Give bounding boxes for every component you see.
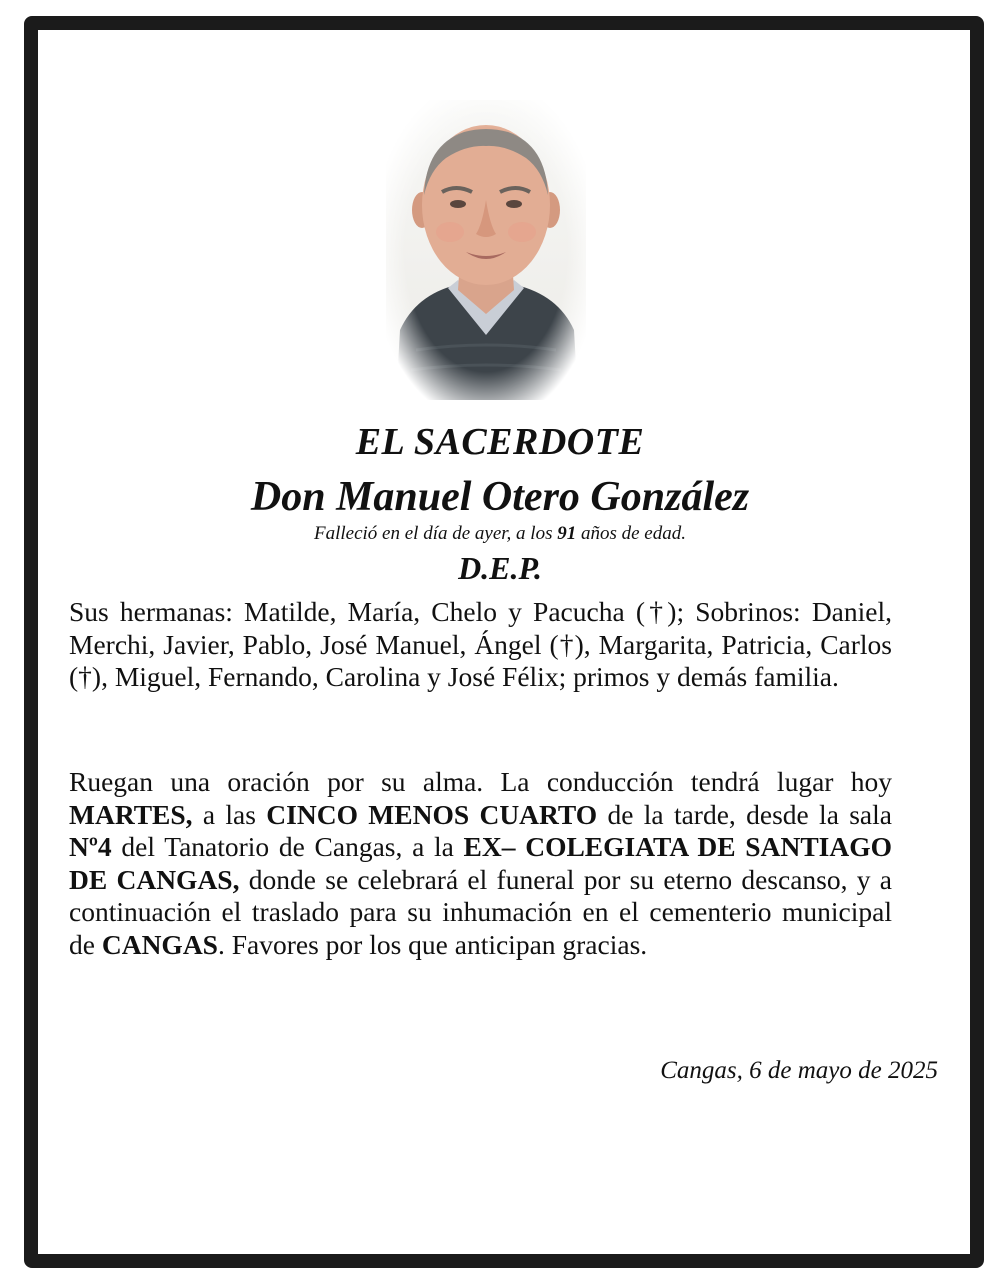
- notice-title: EL SACERDOTE: [355, 421, 645, 463]
- deceased-name: Don Manuel Otero González: [250, 474, 750, 520]
- service-time: CINCO MENOS CUARTO: [266, 798, 598, 830]
- service-town: CANGAS: [101, 928, 218, 960]
- service-text-4: del Tanatorio de Cangas, a la: [111, 831, 464, 862]
- service-text-1: Ruegan una oración por su alma. La conducción tendrá lugar hoy: [69, 766, 892, 797]
- portrait-photo: [386, 100, 586, 400]
- death-note: [0, 523, 1000, 545]
- service-text-6: . Favores por los que anticipan gracias.: [217, 928, 648, 960]
- age-value: 91: [557, 523, 577, 544]
- service-paragraph: [69, 766, 892, 961]
- family-paragraph: Sus hermanas: Matilde, María, Chelo y Pacucha (†); Sobrinos: Daniel, Merchi, Javier, Pablo, José Manuel, Ángel (†), Margarita, Patricia, Carlos (†), Miguel, Fernando, Carolina y José Félix; primos y demás familia.: [69, 596, 892, 692]
- service-church: EX– COLEGIATA DE SANTIAGO DE CANGAS,: [69, 831, 893, 895]
- place-date: Cangas, 6 de mayo de 2025: [660, 1057, 938, 1084]
- service-text-5: donde se celebrará el funeral por su eterno descanso, y a continuación el traslado para su inhumación en el cementerio municipal de: [69, 863, 893, 960]
- dep-label: D.E.P.: [458, 550, 542, 586]
- service-text-2: a las: [192, 798, 267, 830]
- service-text-3: de la tarde, desde la sala: [597, 798, 892, 830]
- death-note-post: años de edad.: [576, 523, 686, 544]
- death-note-pre: Falleció en el día de ayer, a los: [313, 523, 558, 544]
- service-day: MARTES,: [69, 798, 193, 830]
- service-room: Nº4: [69, 831, 112, 862]
